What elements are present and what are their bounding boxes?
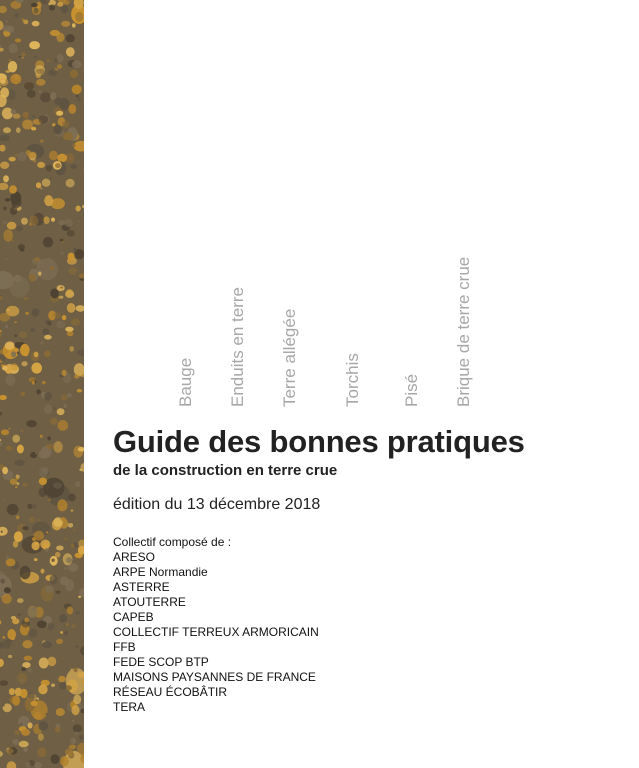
technique-label-text: Torchis — [343, 353, 362, 407]
technique-label-torchis — [343, 207, 363, 407]
collective-heading: Collectif composé de : — [113, 535, 232, 549]
member-item: ARPE Normandie — [113, 565, 208, 579]
technique-label-bauge — [176, 207, 196, 407]
member-item: TERA — [113, 700, 146, 714]
member-list — [113, 550, 319, 715]
technique-label-enduits — [228, 207, 248, 407]
member-item: RÉSEAU ÉCOBÂTIR — [113, 685, 228, 699]
soil-texture-image — [0, 0, 84, 768]
member-item: ASTERRE — [113, 580, 170, 594]
member-item: CAPEB — [113, 610, 154, 624]
document-subtitle: de la construction en terre crue — [113, 462, 338, 479]
technique-label-text: Enduits en terre — [228, 286, 247, 407]
member-item: ARESO — [113, 550, 156, 564]
technique-label-text: Bauge — [176, 357, 195, 407]
member-item: FEDE SCOP BTP — [113, 655, 209, 669]
collective-section — [113, 535, 319, 715]
technique-label-text: Brique de terre crue — [454, 256, 473, 407]
technique-label-text: Terre allégée — [280, 308, 299, 407]
member-item: MAISONS PAYSANNES DE FRANCE — [113, 670, 316, 684]
technique-label-terre-allegee — [280, 207, 300, 407]
technique-label-text: Pisé — [402, 373, 421, 407]
document-title: Guide des bonnes pratiques — [113, 424, 525, 459]
technique-label-brique — [454, 207, 474, 407]
edition-date: édition du 13 décembre 2018 — [113, 496, 321, 513]
member-item: FFB — [113, 640, 136, 654]
member-item: ATOUTERRE — [113, 595, 186, 609]
member-item: COLLECTIF TERREUX ARMORICAIN — [113, 625, 319, 639]
technique-label-pise — [402, 207, 422, 407]
